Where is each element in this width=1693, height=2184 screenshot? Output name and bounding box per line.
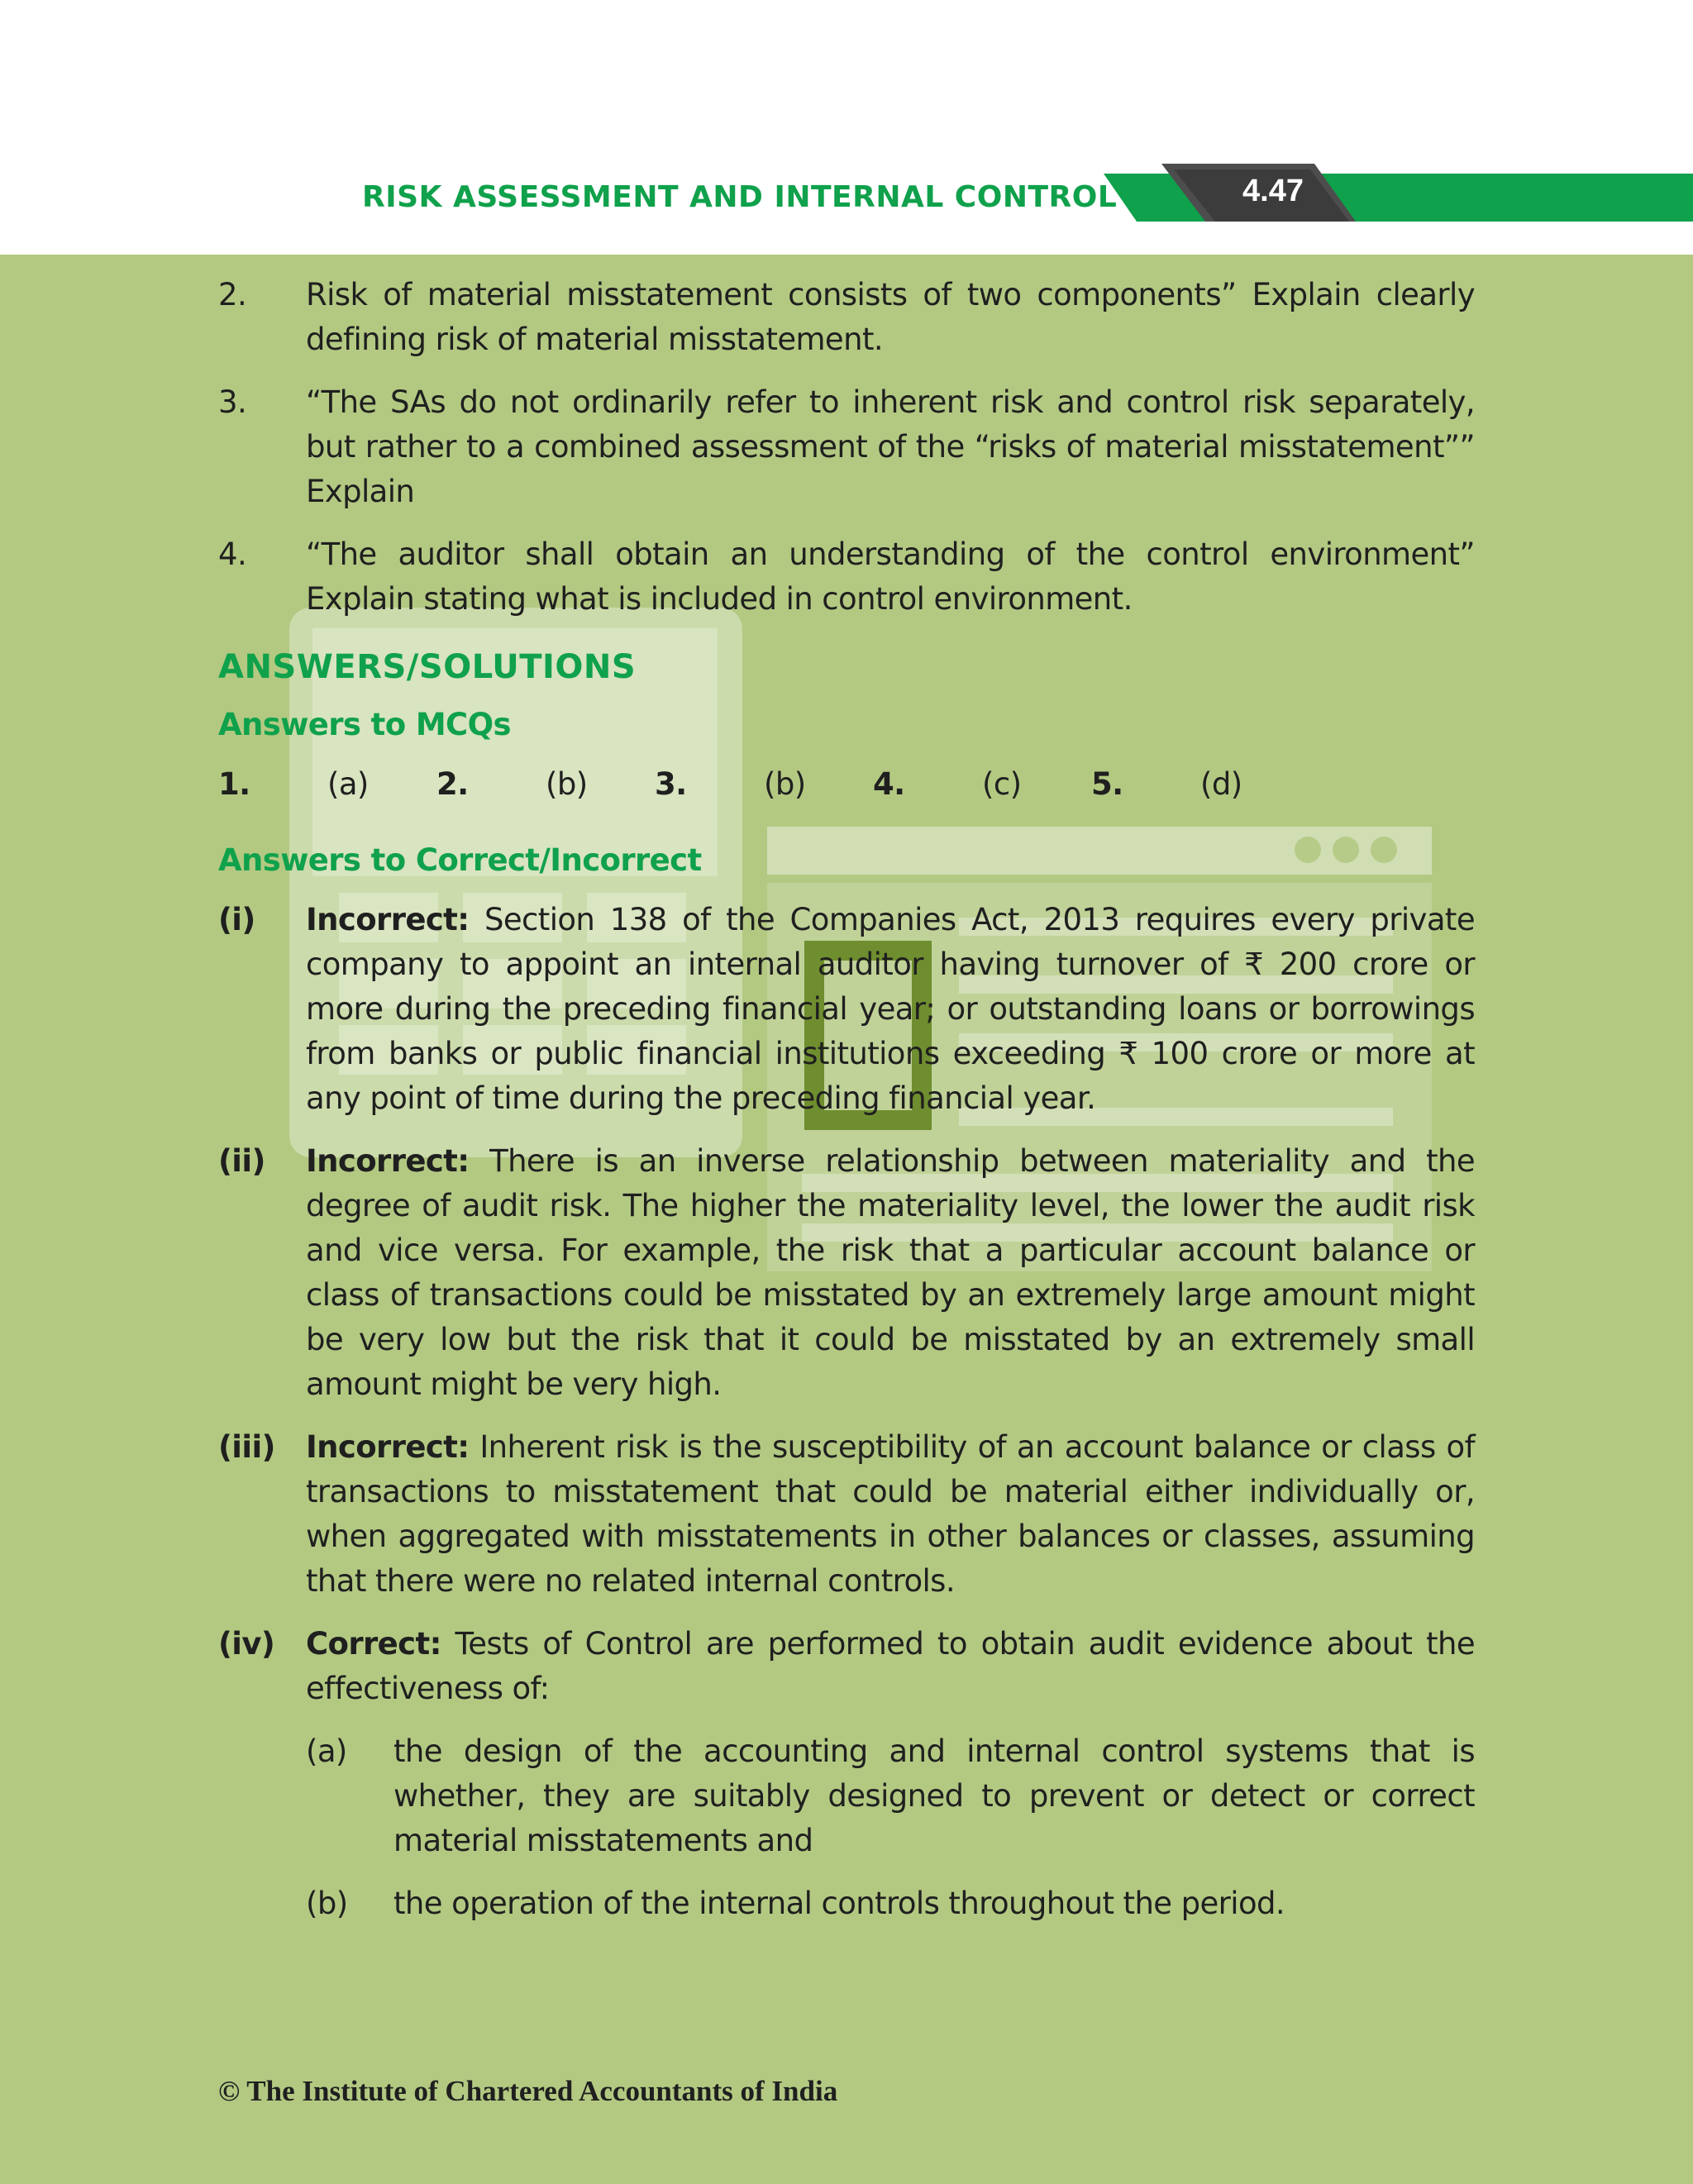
answer-body: There is an inverse relationship between materiality and the degree of audit risk. The higher the materiality level, the lower the audit risk and vice versa. For example, the risk that a particular account balance or class of transactions could be misstated by an extremely large amount might be very low but the risk that it could be misstated by an extremely small amount might be very high.	[306, 1143, 1475, 1402]
sub-item-label: (a)	[306, 1733, 347, 1769]
answer-number: (iii)	[218, 1429, 275, 1465]
mcq-answer	[218, 762, 436, 807]
answer-text	[306, 898, 1475, 1121]
copyright-footer: © The Institute of Chartered Accountants of India	[218, 2075, 838, 2107]
answer-body: Inherent risk is the susceptibility of an account balance or class of transactions to misstatement that could be material either individually or, when aggregated with misstatements in other balances or classes, assuming that there were no related internal controls.	[306, 1429, 1475, 1599]
answer-verdict: Correct:	[306, 1626, 441, 1662]
mcq-option: (d)	[1200, 766, 1242, 802]
answers-heading: ANSWERS/SOLUTIONS	[218, 648, 637, 686]
mcq-answer	[655, 762, 873, 807]
answer-text	[306, 1425, 1475, 1604]
question-item	[218, 532, 1475, 622]
question-text: Risk of material misstatement consists of two components” Explain clearly defining risk of material misstatement.	[306, 277, 1475, 357]
mcq-option: (a)	[327, 766, 369, 802]
mcq-heading: Answers to MCQs	[218, 707, 511, 742]
question-item	[218, 380, 1475, 514]
mcq-option: (b)	[546, 766, 588, 802]
answer-text	[306, 1622, 1475, 1926]
mcq-number: 2.	[436, 766, 469, 802]
answer-body: Section 138 of the Companies Act, 2013 requires every private company to appoint an internal auditor having turnover of ₹ 200 crore or more during the preceding financial year; or outstanding loans or borrowings from banks or public financial institutions exceeding ₹ 100 crore or more at any point of time during the preceding financial year.	[306, 902, 1475, 1116]
question-item	[218, 273, 1475, 362]
answer-item	[218, 1622, 1475, 1926]
question-text: “The SAs do not ordinarily refer to inherent risk and control risk separately, but rather to a combined assessment of the “risks of material misstatement”” Explain	[306, 384, 1475, 509]
answer-text	[306, 1139, 1475, 1407]
question-number: 3.	[218, 384, 247, 420]
mcq-answer	[873, 762, 1091, 807]
mcq-answer	[436, 762, 655, 807]
sub-item	[306, 1729, 1475, 1863]
answer-body: Tests of Control are performed to obtain audit evidence about the effectiveness of:	[306, 1626, 1475, 1706]
mcq-answer	[1091, 762, 1309, 807]
answer-verdict: Incorrect:	[306, 902, 470, 937]
answer-number: (i)	[218, 902, 255, 937]
answer-number: (ii)	[218, 1143, 265, 1179]
mcq-option: (b)	[764, 766, 806, 802]
mcq-answers-row	[218, 762, 1475, 807]
sub-item-text: the design of the accounting and internal control systems that is whether, they are suitably designed to prevent or detect or correct material misstatements and	[393, 1733, 1475, 1858]
sub-item	[306, 1881, 1475, 1926]
mcq-number: 4.	[873, 766, 905, 802]
mcq-number: 5.	[1091, 766, 1123, 802]
answer-item	[218, 1425, 1475, 1604]
sub-item-text: the operation of the internal controls throughout the period.	[393, 1886, 1285, 1921]
chapter-title: RISK ASSESSMENT AND INTERNAL CONTROL	[362, 180, 1118, 214]
sub-item-label: (b)	[306, 1886, 348, 1921]
question-number: 4.	[218, 536, 247, 572]
mcq-number: 3.	[655, 766, 687, 802]
mcq-option: (c)	[982, 766, 1022, 802]
answer-item	[218, 1139, 1475, 1407]
answer-verdict: Incorrect:	[306, 1429, 470, 1465]
answer-item	[218, 898, 1475, 1121]
page-number: 4.47	[1242, 174, 1304, 208]
page-content	[218, 273, 1475, 1944]
correct-incorrect-heading: Answers to Correct/Incorrect	[218, 842, 702, 878]
answer-verdict: Incorrect:	[306, 1143, 470, 1179]
mcq-number: 1.	[218, 766, 250, 802]
question-text: “The auditor shall obtain an understanding of the control environment” Explain stating what is included in control environment.	[306, 536, 1475, 617]
answer-number: (iv)	[218, 1626, 275, 1662]
question-number: 2.	[218, 277, 247, 312]
